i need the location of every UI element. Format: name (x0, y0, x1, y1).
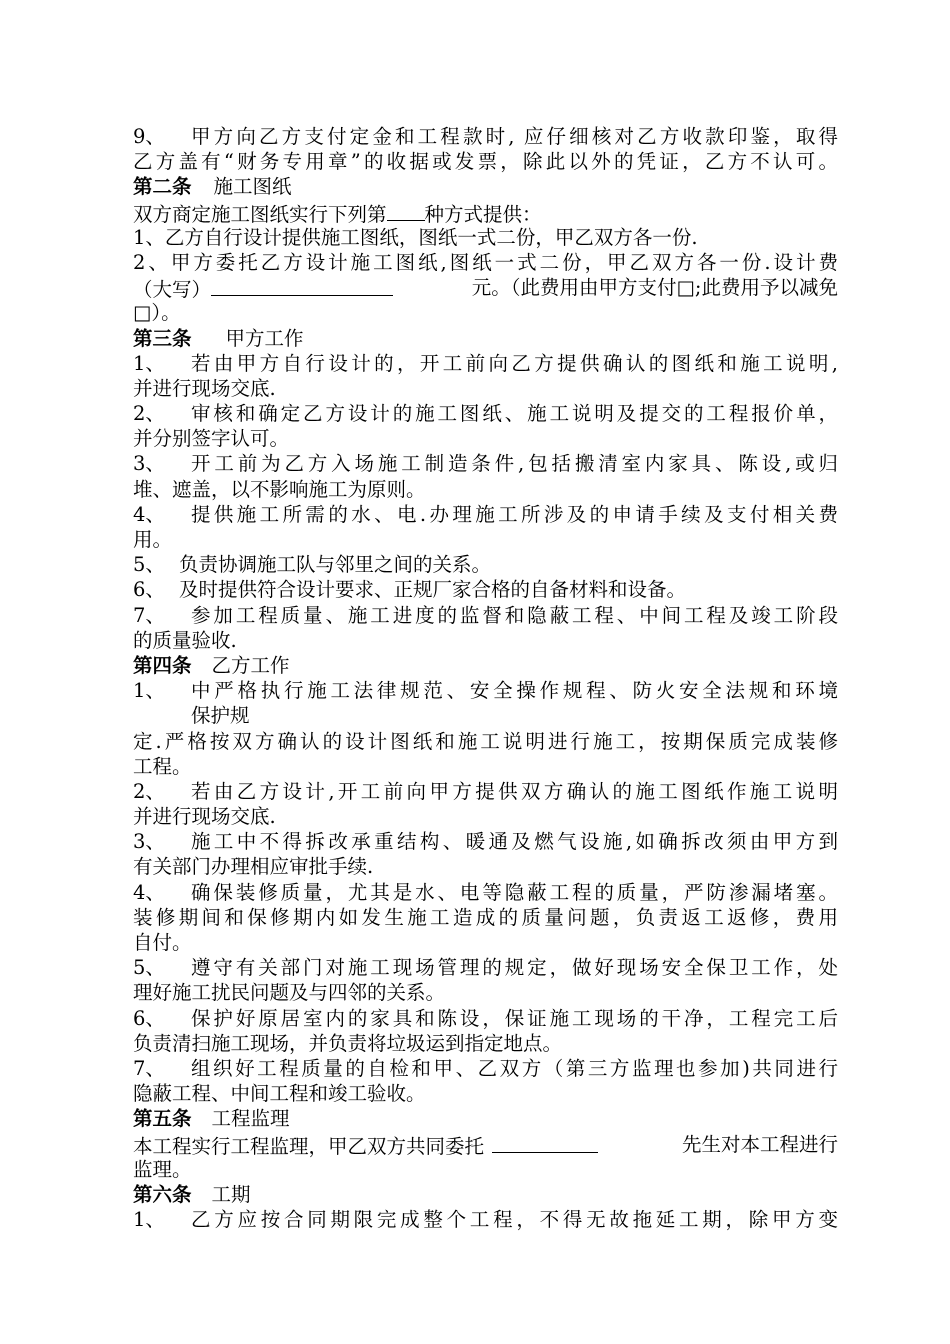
item-number: 7、 (133, 603, 165, 627)
article-number: 第四条 (133, 653, 192, 677)
article-title: 工程监理 (211, 1107, 290, 1131)
article-4-item-1-line-1 (133, 678, 838, 703)
article-4-item-1-line-2: 并进行现场交底. (133, 805, 276, 829)
item-text: 保护好原居室内的家具和陈设，保证施工现场的干净，工程完工后 (191, 1006, 838, 1030)
article-4-item-6-line-1 (133, 1056, 838, 1081)
supervisor-blank-line (492, 1132, 598, 1153)
intro-text: 双方商定施工图纸实行下列第 (133, 202, 387, 226)
article-3-item-3-line-2: 堆、遮盖，以不影响施工为原则。 (133, 477, 426, 501)
article-4-item-4-line-1 (133, 955, 838, 980)
supervision-prefix: 本工程实行工程监理，甲乙双方共同委托 (133, 1132, 598, 1157)
article-5-line-1 (133, 1132, 838, 1157)
article-number: 第六条 (133, 1182, 192, 1206)
article-3-item-4-line-2: 用。 (133, 528, 173, 551)
item-text: 负责协调施工队与邻里之间的关系。 (179, 553, 492, 577)
article-4-item-2-line-2: 有关部门办理相应审批手续. (133, 855, 374, 879)
item-number: 3、 (133, 452, 165, 476)
article-4-item-4-line-2: 理好施工扰民问题及与四邻的关系。 (133, 981, 446, 1005)
item-number: 9、 (133, 125, 165, 148)
item-text: 组织好工程质量的自检和甲、乙双方（第三方监理也参加)共同进行 (191, 1056, 838, 1080)
article-title: 乙方工作 (211, 653, 290, 677)
item-text: 确保装修质量，尤其是水、电等隐蔽工程的质量，严防渗漏堵塞。 (191, 880, 838, 904)
article-4-item-2-line-1 (133, 829, 838, 854)
item-number: 5、 (133, 553, 165, 577)
item-number: 6、 (133, 578, 165, 602)
fee-blank-line (211, 275, 393, 296)
article-3-item-4-line-1 (133, 502, 838, 527)
article-2-item-2-line-3: □）。 (133, 301, 181, 325)
article-2-item-2-line-2 (133, 275, 838, 300)
item-number: 6、 (133, 1006, 165, 1030)
article-number: 第二条 (133, 175, 192, 199)
item-number: 3、 (133, 830, 165, 854)
item-9-line-2: 乙方盖有“财务专用章”的收据或发票，除此以外的凭证，乙方不认可。 (133, 150, 838, 174)
design-fee-prefix: （大写） (133, 275, 393, 300)
item-text: 中严格执行施工法律规范、安全操作规程、防火安全法规和环境 (191, 679, 838, 703)
article-4-item-6-line-2: 隐蔽工程、中间工程和竣工验收。 (133, 1082, 426, 1106)
article-4-item-3-line-3: 自付。 (133, 931, 192, 954)
article-title: 工期 (211, 1182, 251, 1206)
article-number: 第五条 (133, 1107, 192, 1131)
item-text: 施工中不得拆改承重结构、暖通及燃气设施,如确拆改须由甲方到 (191, 830, 838, 854)
supervision-suffix: 先生对本工程进行 (681, 1132, 838, 1156)
article-3-item-1-line-2: 并进行现场交底. (133, 376, 276, 400)
article-2-intro (133, 200, 838, 225)
article-6-item-1-line-1 (133, 1207, 838, 1232)
item-number: 2、 (133, 402, 165, 426)
item-text: 参加工程质量、施工进度的监督和隐蔽工程、中间工程及竣工阶段 (191, 603, 838, 627)
article-title: 施工图纸 (213, 175, 292, 199)
article-3-item-6-line-1 (133, 577, 838, 602)
item-text: 若由甲方自行设计的，开工前向乙方提供确认的图纸和施工说明, (191, 351, 838, 375)
article-3-item-1-line-1 (133, 351, 838, 376)
article-3-item-7-line-2: 的质量验收. (133, 628, 237, 652)
item-9-line-1 (133, 124, 838, 149)
article-4-items (133, 779, 838, 1106)
item-text: 及时提供符合设计要求、正规厂家合格的自备材料和设备。 (179, 578, 687, 602)
item-text: 乙方应按合同期限完成整个工程，不得无故拖延工期，除甲方变 (191, 1208, 838, 1232)
blank-line (387, 200, 425, 221)
item-number: 4、 (133, 502, 165, 526)
item-text: 若由乙方设计,开工前向甲方提供双方确认的施工图纸作施工说明 (191, 779, 838, 803)
article-2-item-1: 1、乙方自行设计提供施工图纸，图纸一式二份，甲乙双方各一份. (133, 225, 698, 249)
article-5-heading (133, 1106, 838, 1131)
article-number: 第三条 (133, 326, 192, 350)
article-3-item-2-line-1 (133, 401, 838, 426)
article-3-item-2-line-2: 并分别签字认可。 (133, 427, 290, 451)
item-number: 5、 (133, 956, 165, 980)
item-text: 甲方向乙方支付定金和工程款时, 应仔细核对乙方收款印鉴，取得 (191, 125, 838, 148)
article-4-item-3-line-1 (133, 880, 838, 905)
article-4-item-3-line-2: 装修期间和保修期内如发生施工造成的质量问题，负责返工返修，费用 (133, 905, 838, 929)
item-number: 2、 (133, 779, 165, 803)
article-3-item-3-line-1 (133, 451, 838, 476)
article-5-line-2: 监理。 (133, 1157, 192, 1181)
article-4-item-1-line-3: 定.严格按双方确认的设计图纸和施工说明进行施工，按期保质完成装修 (133, 729, 838, 753)
article-3-heading (133, 326, 838, 351)
article-title: 甲方工作 (225, 326, 304, 350)
article-4-item-5-line-2: 负责清扫施工现场，并负责将垃圾运到指定地点。 (133, 1031, 563, 1055)
fee-note: 元。（此费用由甲方支付□;此费用予以减免 (471, 276, 838, 300)
article-4-heading (133, 653, 838, 678)
article-4-item-1-line-1 (133, 779, 838, 804)
article-2-item-2-line-1: 2、甲方委托乙方设计施工图纸,图纸一式二份，甲乙双方各一份.设计费 (133, 250, 838, 274)
item-number: 4、 (133, 880, 165, 904)
article-2-heading (133, 174, 838, 199)
article-4-item-5-line-1 (133, 1006, 838, 1031)
item-text: 提供施工所需的水、电.办理施工所涉及的申请手续及支付相关费 (191, 502, 838, 526)
item-text: 审核和确定乙方设计的施工图纸、施工说明及提交的工程报价单， (191, 402, 838, 426)
item-number: 1、 (133, 1208, 165, 1232)
item-number: 7、 (133, 1056, 165, 1080)
article-4-item-1-line-4: 工程。 (133, 754, 192, 778)
article-4-item-1-line-2: 保护规 (191, 704, 250, 728)
item-number: 1、 (133, 679, 165, 703)
item-number: 1、 (133, 351, 165, 375)
article-3-item-5-line-1 (133, 552, 838, 577)
article-6-heading (133, 1182, 838, 1207)
article-3-items (133, 351, 838, 653)
article-3-item-7-line-1 (133, 603, 838, 628)
intro-text-end: 种方式提供： (424, 202, 542, 226)
item-text: 开工前为乙方入场施工制造条件,包括搬清室内家具、陈设,或归 (191, 452, 838, 476)
contract-body (133, 124, 838, 1232)
item-text: 遵守有关部门对施工现场管理的规定，做好现场安全保卫工作，处 (191, 956, 838, 980)
